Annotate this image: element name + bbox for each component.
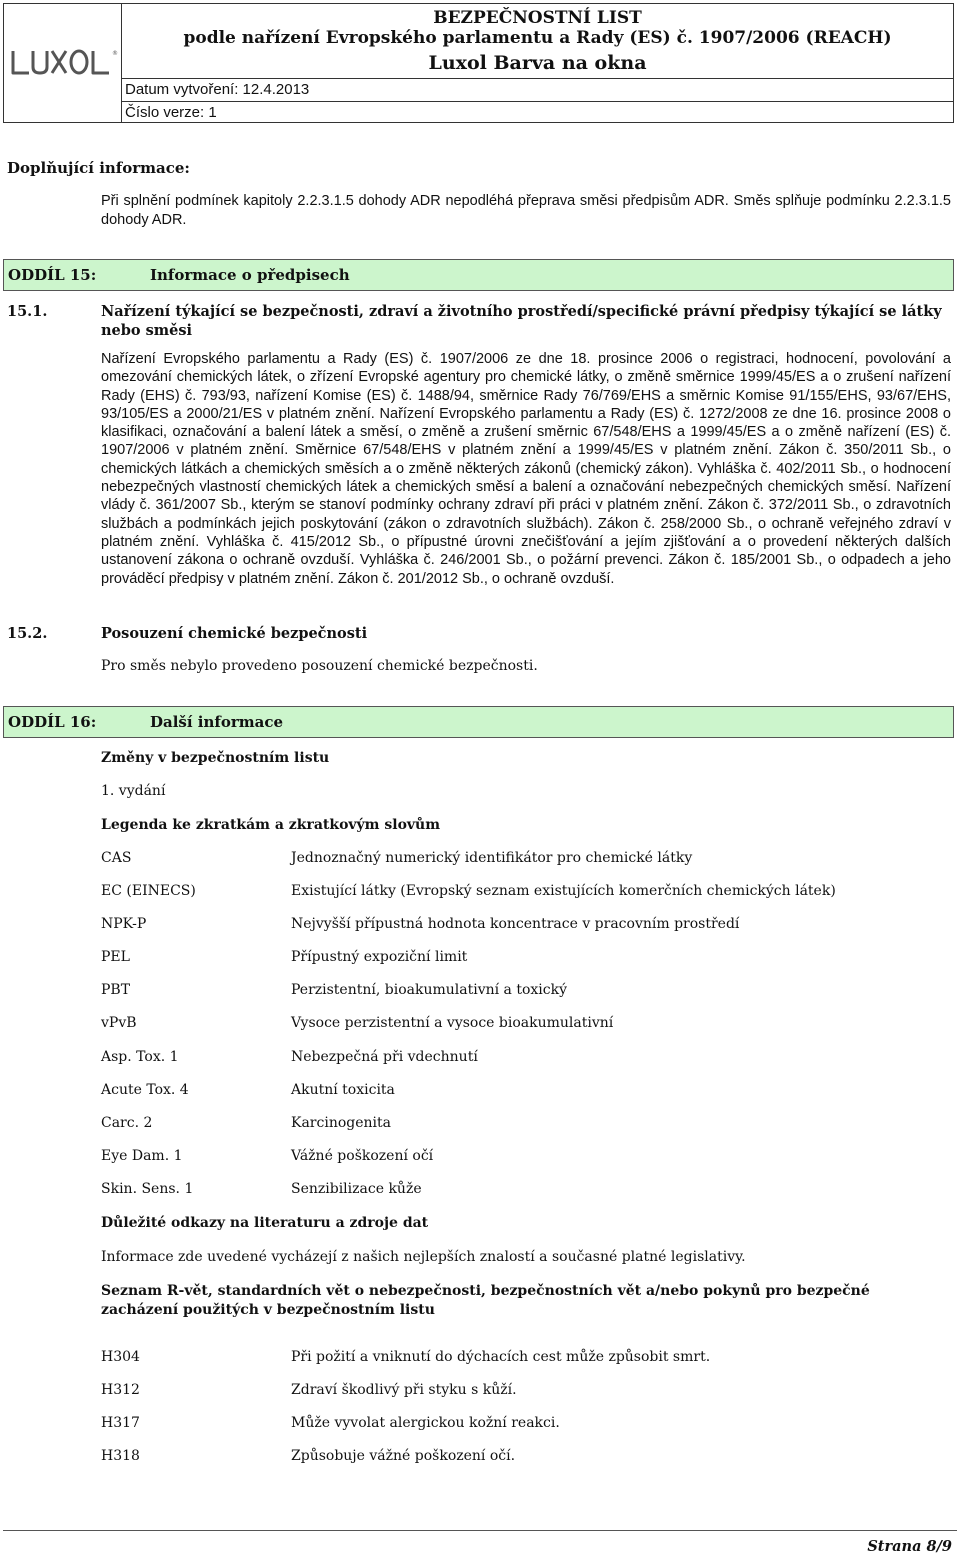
subsection-15-2-number: 15.2. (7, 625, 48, 642)
h-text: Způsobuje vážné poškození očí. (291, 1448, 516, 1464)
legend-abbr: Acute Tox. 4 (101, 1082, 189, 1098)
legend-desc: Nebezpečná při vdechnutí (291, 1049, 478, 1065)
legend-abbr: CAS (101, 850, 132, 866)
legend-abbr: Asp. Tox. 1 (101, 1049, 179, 1065)
version-number: Číslo verze: 1 (122, 101, 953, 124)
created-date: Datum vytvoření: 12.4.2013 (122, 78, 953, 101)
legend-abbr: Eye Dam. 1 (101, 1148, 183, 1164)
legend-abbr: PBT (101, 982, 131, 998)
h-code: H312 (101, 1382, 140, 1398)
legend-desc: Přípustný expoziční limit (291, 949, 468, 965)
legend-desc: Existující látky (Evropský seznam existujících komerčních chemických látek) (291, 883, 836, 899)
section-16-band (3, 706, 954, 738)
legend-abbr: Skin. Sens. 1 (101, 1181, 194, 1197)
regulation-subtitle: podle nařízení Evropského parlamentu a Rady (ES) č. 1907/2006 (REACH) (183, 28, 892, 48)
legend-desc: Nejvyšší přípustná hodnota koncentrace v pracovním prostředí (291, 916, 740, 932)
h-text: Při požití a vniknutí do dýchacích cest může způsobit smrt. (291, 1349, 711, 1365)
legend-abbr: EC (EINECS) (101, 883, 196, 899)
luxol-logo (4, 4, 122, 122)
legend-abbr: PEL (101, 949, 130, 965)
chemical-safety-text: Pro směs nebylo provedeno posouzení chemické bezpečnosti. (101, 658, 538, 674)
changes-heading: Změny v bezpečnostním listu (101, 750, 330, 766)
product-name: Luxol Barva na okna (428, 52, 647, 74)
legend-abbr: Carc. 2 (101, 1115, 153, 1131)
legend-desc: Vážné poškození očí (291, 1148, 434, 1164)
legend-heading: Legenda ke zkratkám a zkratkovým slovům (101, 817, 441, 833)
h-text: Může vyvolat alergickou kožní reakci. (291, 1415, 560, 1431)
legend-desc: Akutní toxicita (291, 1082, 395, 1098)
footer-divider (3, 1530, 957, 1531)
doc-type-title: BEZPEČNOSTNÍ LIST (433, 8, 642, 28)
page-number: Strana 8/9 (867, 1538, 952, 1555)
supplementary-heading: Doplňující informace: (7, 159, 190, 177)
h-statements-heading: Seznam R-vět, standardních vět o nebezpečnosti, bezpečnostních vět a/nebo pokynů pro bezpečné zacházení použitých v bezpečnostním listu (101, 1283, 870, 1318)
h-code: H304 (101, 1349, 140, 1365)
subsection-15-1-title: Nařízení týkající se bezpečnosti, zdraví a životního prostředí/specifické právní předpisy týkající se látky nebo směsi (101, 303, 942, 339)
references-text: Informace zde uvedené vycházejí z našich nejlepších znalostí a současné platné legislativy. (101, 1249, 746, 1265)
subsection-15-1-number: 15.1. (7, 303, 48, 320)
legend-desc: Perzistentní, bioakumulativní a toxický (291, 982, 568, 998)
section-16-number: ODDÍL 16: (8, 713, 97, 731)
h-code: H318 (101, 1448, 140, 1464)
legend-abbr: vPvB (101, 1015, 137, 1031)
legend-desc: Vysoce perzistentní a vysoce bioakumulativní (291, 1015, 614, 1031)
legend-abbr: NPK-P (101, 916, 147, 932)
luxol-logo-mark (9, 45, 117, 81)
svg-text:®: ® (111, 50, 118, 57)
changes-text: 1. vydání (101, 783, 166, 799)
section-16-title: Další informace (150, 713, 284, 731)
h-text: Zdraví škodlivý při styku s kůží. (291, 1382, 517, 1398)
legend-desc: Karcinogenita (291, 1115, 391, 1131)
h-code: H317 (101, 1415, 140, 1431)
legend-desc: Jednoznačný numerický identifikátor pro chemické látky (291, 850, 693, 866)
subsection-15-2-title: Posouzení chemické bezpečnosti (101, 625, 368, 642)
section-15-number: ODDÍL 15: (8, 266, 97, 284)
document-header (3, 3, 954, 123)
section-15-band (3, 259, 954, 291)
legend-desc: Senzibilizace kůže (291, 1181, 422, 1197)
references-heading: Důležité odkazy na literaturu a zdroje dat (101, 1215, 429, 1231)
regulations-text: Nařízení Evropského parlamentu a Rady (ES) č. 1907/2006 ze dne 18. prosince 2006 o registraci, hodnocení, povolování a omezování chemických látek, o zřízení Evropské agentury pro chemické látky, o změně směrnice 1999/45/ES a o zrušení nařízení Rady (EHS) č. 793/93, nařízení Komise (ES) č. 1488/94, směrnice Rady 76/769/EHS a směrnic Komise 91/155/EHS, 93/67/EHS, 93/105/ES a 2000/21/ES v platném znění. Nařízení Evropského parlamentu a Rady (ES) č. 1272/2008 ze dne 16. prosince 2008 o klasifikaci, označování a balení látek a směsí, o změně a zrušení směrnic 67/548/EHS a 1999/45/ES a o změně nařízení (ES) č. 1907/2006 v platném znění. Směrnice 67/548/EHS v platném znění a 1999/45/ES v platném znění. Zákon č. 350/2011 Sb., o chemických látkách a chemických směsích a o změně některých zákonů (chemický zákon). Vyhláška č. 402/2011 Sb., o hodnocení nebezpečných vlastností chemických látek a chemických směsí a balení a označování nebezpečných chemických směsí. Nařízení vlády č. 361/2007 Sb., kterým se stanoví podmínky ochrany zdraví při práci v platném znění. Zákon č. 372/2011 Sb., o zdravotních službách a podmínkách jejich poskytování (zákon o zdravotních službách). Zákon č. 258/2000 Sb., o ochraně veřejného zdraví v platném znění. Vyhláška č. 415/2012 Sb., o přípustné úrovni znečišťování a jejím zjišťování a o provedení některých dalších ustanovení zákona o ochraně ovzduší. Vyhláška č. 246/2001 Sb., o požární prevenci. Zákon č. 185/2001 Sb., o odpadech a jeho prováděcí předpisy v platném znění. Zákon č. 201/2012 Sb., o ochraně ovzduší. (101, 351, 951, 587)
section-15-title: Informace o předpisech (150, 266, 350, 284)
supplementary-text: Při splnění podmínek kapitoly 2.2.3.1.5 dohody ADR nepodléhá přeprava směsi předpisům ADR. Směs splňuje podmínku 2.2.3.1.5 dohody ADR. (101, 193, 951, 228)
